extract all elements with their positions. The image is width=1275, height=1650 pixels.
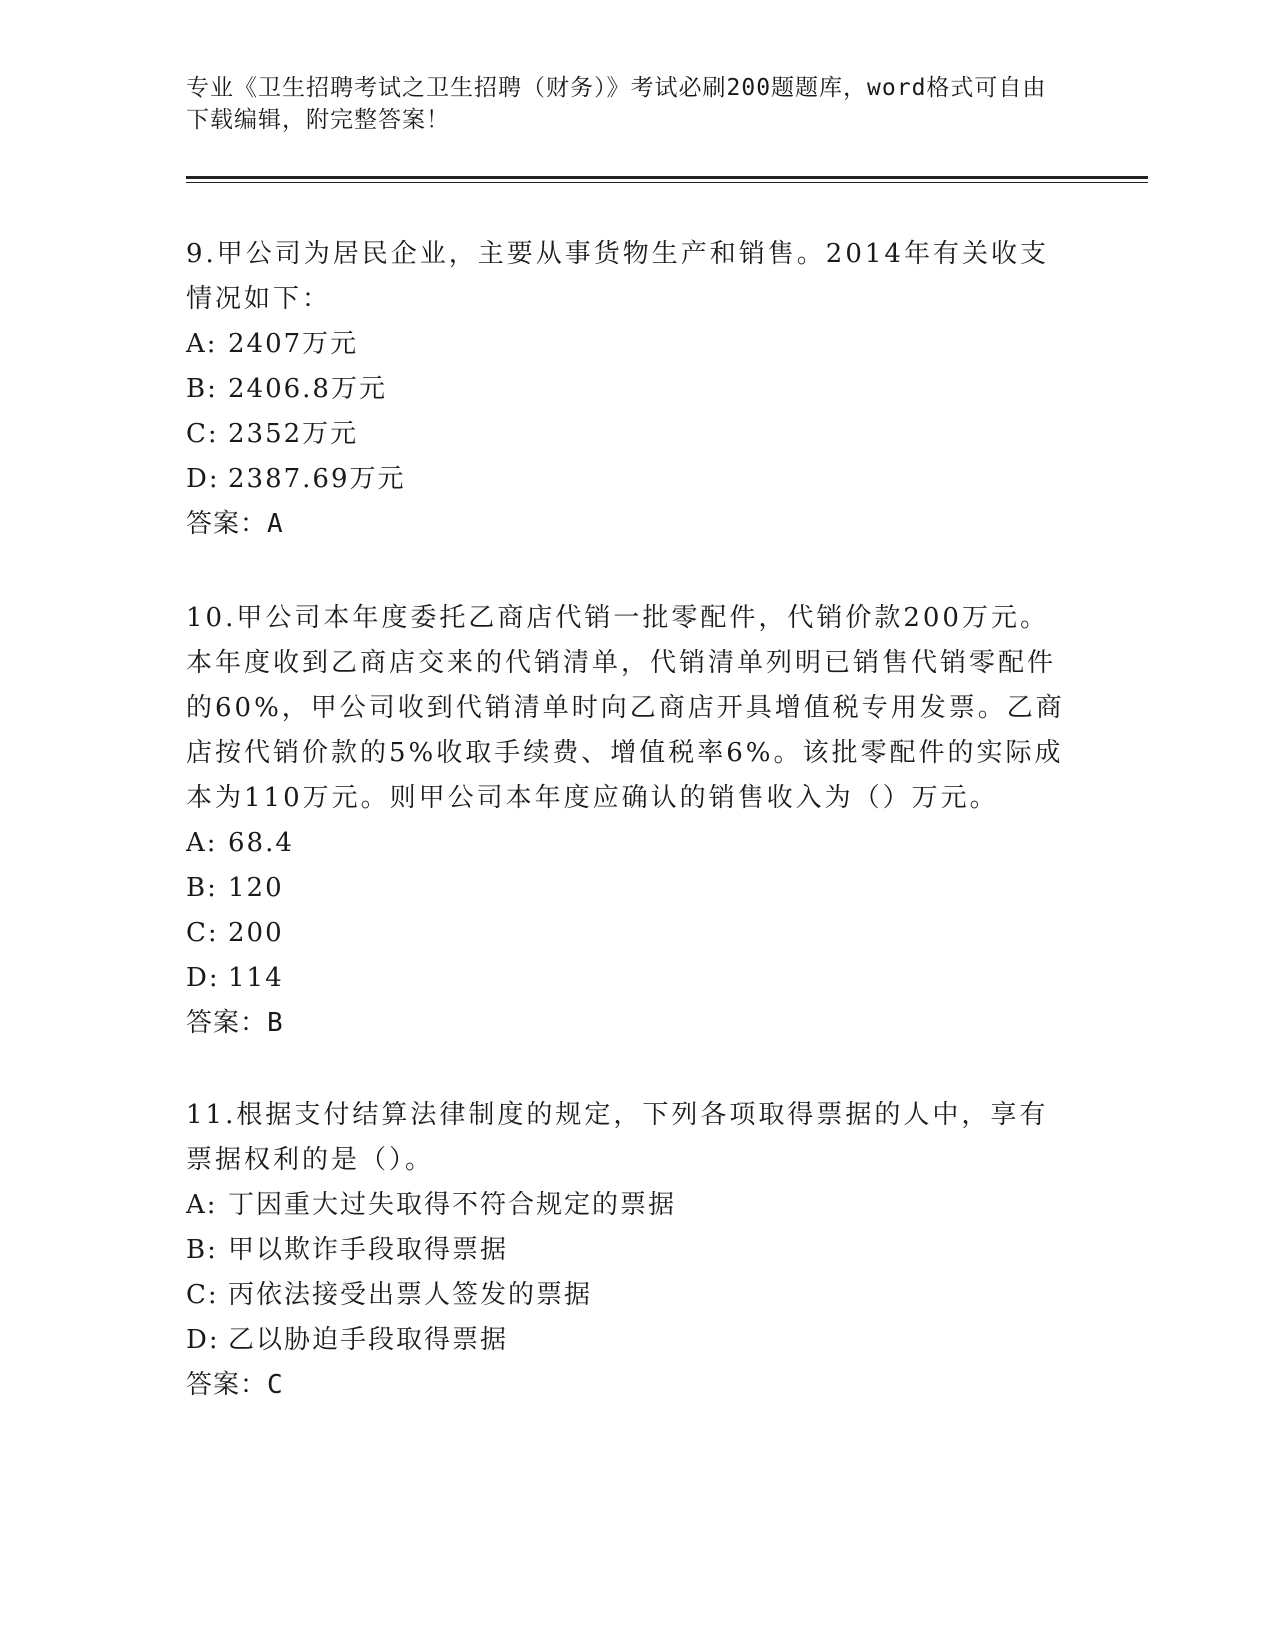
option-key: D:	[186, 464, 220, 494]
option-key: C:	[186, 419, 219, 449]
option-text: 2407万元	[228, 329, 359, 359]
option-key: D:	[186, 1325, 220, 1355]
option-text: 2387.69万元	[228, 464, 406, 494]
option-text: 乙以胁迫手段取得票据	[228, 1325, 509, 1355]
option-c	[186, 1273, 1066, 1318]
option-b	[186, 1228, 1066, 1273]
option-key: B:	[186, 374, 218, 404]
option-d	[186, 1318, 1066, 1363]
option-text: 2406.8万元	[228, 374, 387, 404]
question-stem: 9.甲公司为居民企业，主要从事货物生产和销售。2014年有关收支情况如下：	[186, 239, 1049, 314]
question-10	[186, 596, 1066, 1046]
option-text: 2352万元	[228, 419, 359, 449]
option-a	[186, 322, 1066, 367]
option-text: 114	[228, 963, 284, 993]
question-stem: 11.根据支付结算法律制度的规定，下列各项取得票据的人中，享有票据权利的是（）。	[186, 1100, 1049, 1175]
answer-line: 答案：A	[186, 509, 284, 539]
option-b	[186, 866, 1066, 911]
option-a	[186, 821, 1066, 866]
answer-line: 答案：B	[186, 1008, 284, 1038]
option-key: A:	[186, 1190, 218, 1220]
option-d	[186, 457, 1066, 502]
header-divider-thick	[186, 176, 1148, 179]
option-key: D:	[186, 963, 220, 993]
option-key: A:	[186, 828, 218, 858]
question-11	[186, 1093, 1066, 1408]
question-stem: 10.甲公司本年度委托乙商店代销一批零配件，代销价款200万元。本年度收到乙商店交来的代销清单，代销清单列明已销售代销零配件的60%，甲公司收到代销清单时向乙商店开具增值税专用发票。乙商店按代销价款的5%收取手续费、增值税率6%。该批零配件的实际成本为110万元。则甲公司本年度应确认的销售收入为（）万元。	[186, 603, 1065, 813]
option-d	[186, 956, 1066, 1001]
question-9	[186, 232, 1066, 547]
option-text: 200	[228, 918, 284, 948]
option-text: 120	[228, 873, 284, 903]
option-text: 68.4	[228, 828, 294, 858]
option-key: B:	[186, 873, 218, 903]
option-text: 丁因重大过失取得不符合规定的票据	[228, 1190, 677, 1220]
option-text: 甲以欺诈手段取得票据	[228, 1235, 509, 1265]
option-a	[186, 1183, 1066, 1228]
option-text: 丙依法接受出票人签发的票据	[228, 1280, 593, 1310]
option-c	[186, 911, 1066, 956]
answer-line: 答案：C	[186, 1370, 284, 1400]
option-key: C:	[186, 918, 219, 948]
option-b	[186, 367, 1066, 412]
option-c	[186, 412, 1066, 457]
option-key: C:	[186, 1280, 219, 1310]
option-key: B:	[186, 1235, 218, 1265]
document-intro: 专业《卫生招聘考试之卫生招聘（财务）》考试必刷200题题库，word格式可自由下载编辑，附完整答案！	[186, 75, 1047, 133]
option-key: A:	[186, 329, 218, 359]
header-divider-thin	[186, 182, 1148, 183]
